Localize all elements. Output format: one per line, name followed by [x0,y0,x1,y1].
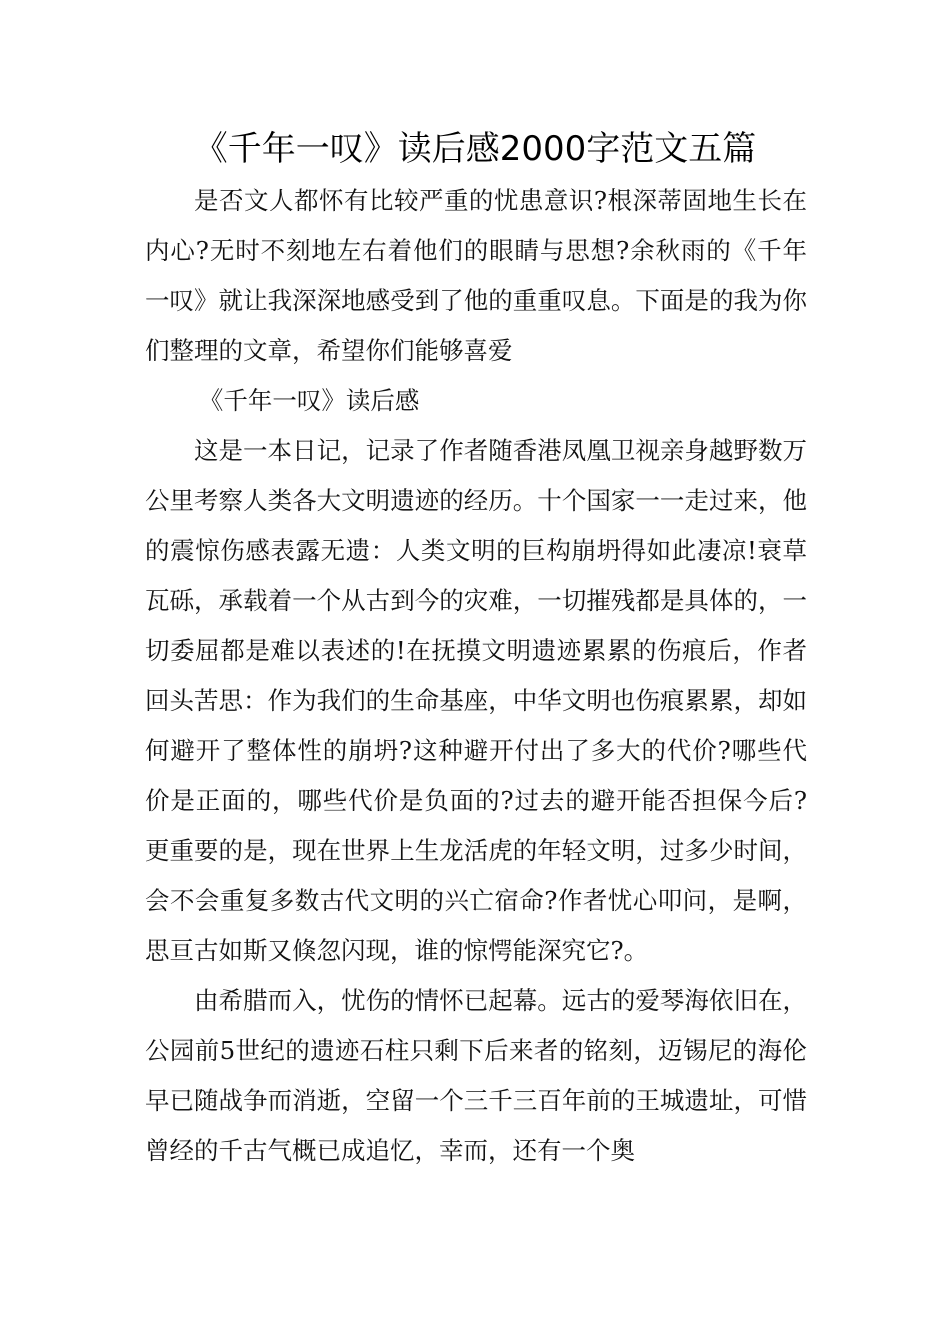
page-title: 《千年一叹》读后感2000字范文五篇 [193,129,757,169]
intro-paragraph: 是否文人都怀有比较严重的忧患意识?根深蒂固地生长在内心?无时不刻地左右着他们的眼睛与思想?余秋雨的《千年一叹》就让我深深地感受到了他的重重叹息。下面是的我为你们整理的文章，希望你们能够喜爱 [145,186,807,365]
body-paragraph-2: 由希腊而入，忧伤的情怀已起幕。远古的爱琴海依旧在，公园前5世纪的遗迹石柱只剩下后来者的铭刻，迈锡尼的海伦早已随战争而消逝，空留一个三千三百年前的王城遗址，可惜曾经的千古气概已成追忆，幸而，还有一个奥 [145,986,807,1165]
article-body [145,176,807,1176]
section-subheading: 《千年一叹》读后感 [198,386,420,415]
body-paragraph-1: 这是一本日记，记录了作者随香港凤凰卫视亲身越野数万公里考察人类各大文明遗迹的经历。十个国家一一走过来，他的震惊伤感表露无遗：人类文明的巨构崩坍得如此凄凉!衰草瓦砾，承载着一个从古到今的灾难，一切摧残都是具体的，一切委屈都是难以表述的!在抚摸文明遗迹累累的伤痕后，作者回头苦思：作为我们的生命基座，中华文明也伤痕累累，却如何避开了整体性的崩坍?这种避开付出了多大的代价?哪些代价是正面的，哪些代价是负面的?过去的避开能否担保今后?更重要的是，现在世界上生龙活虎的年轻文明，过多少时间，会不会重复多数古代文明的兴亡宿命?作者忧心叩问，是啊，思亘古如斯又倏忽闪现，谁的惊愕能深究它?。 [145,436,807,965]
